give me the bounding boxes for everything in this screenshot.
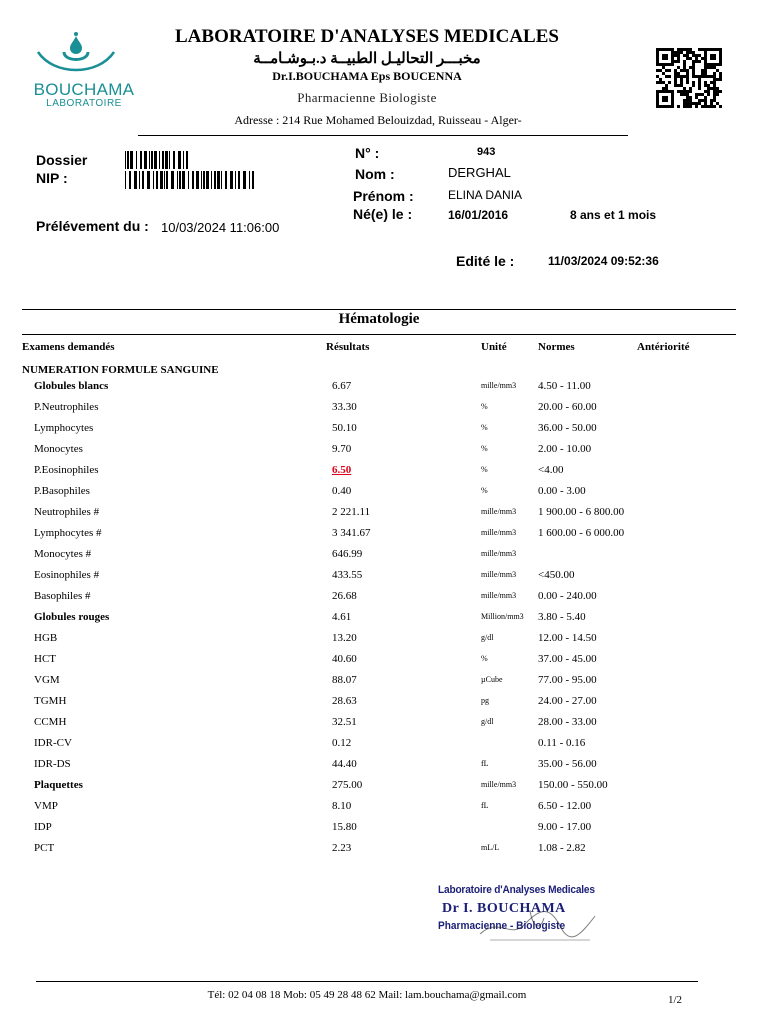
exam-unit: mille/mm3 [481, 570, 517, 579]
exam-result: 646.99 [332, 548, 363, 560]
exam-name: HCT [34, 653, 56, 665]
number-label: N° : [355, 145, 380, 161]
exam-name: Neutrophiles # [34, 506, 100, 518]
exam-norms: 0.00 - 240.00 [538, 590, 597, 602]
exam-result: 4.61 [332, 611, 352, 623]
exam-unit: % [481, 465, 488, 474]
table-row [0, 716, 768, 737]
stamp-line-2: Dr I. BOUCHAMA [442, 901, 566, 916]
exam-name: Plaquettes [34, 779, 83, 791]
exam-unit: mille/mm3 [481, 528, 517, 537]
exam-result: 2.23 [332, 842, 352, 854]
exam-name: IDP [34, 821, 52, 833]
exam-result: 44.40 [332, 758, 357, 770]
exam-unit: fL [481, 801, 489, 810]
table-row [0, 464, 768, 485]
exam-norms: 150.00 - 550.00 [538, 779, 608, 791]
table-row [0, 758, 768, 779]
dossier-label: Dossier [36, 152, 88, 168]
exam-result: 9.70 [332, 443, 352, 455]
exam-name: Lymphocytes [34, 422, 94, 434]
exam-norms: 6.50 - 12.00 [538, 800, 592, 812]
lab-role: Pharmacienne Biologiste [297, 90, 437, 105]
exam-norms: 0.11 - 0.16 [538, 737, 586, 749]
exam-norms: 3.80 - 5.40 [538, 611, 586, 623]
exam-name: Lymphocytes # [34, 527, 102, 539]
exam-name: PCT [34, 842, 55, 854]
exam-result: 13.20 [332, 632, 357, 644]
exam-unit: fL [481, 759, 489, 768]
prenom-label: Prénom : [353, 188, 414, 204]
edite-value: 11/03/2024 09:52:36 [548, 254, 659, 268]
exam-unit: % [481, 654, 488, 663]
exam-unit: % [481, 486, 488, 495]
lab-title: LABORATOIRE D'ANALYSES MEDICALES [175, 26, 559, 47]
exam-name: Eosinophiles # [34, 569, 100, 581]
col-header-exam: Examens demandés [22, 341, 115, 353]
exam-result: 50.10 [332, 422, 357, 434]
signature-icon [470, 896, 600, 946]
header-divider [138, 135, 628, 136]
exam-unit: pg [481, 696, 489, 705]
table-row [0, 695, 768, 716]
table-row [0, 653, 768, 674]
exam-name: Globules blancs [34, 380, 109, 392]
table-row [0, 569, 768, 590]
exam-norms: <4.00 [538, 464, 564, 476]
nom-label: Nom : [355, 166, 395, 182]
exam-result: 0.40 [332, 485, 352, 497]
exam-unit: g/dl [481, 633, 494, 642]
exam-unit: mille/mm3 [481, 780, 517, 789]
exam-norms: 2.00 - 10.00 [538, 443, 592, 455]
exam-result: 3 341.67 [332, 527, 371, 539]
table-row [0, 737, 768, 758]
edite-label: Edité le : [456, 253, 515, 269]
exam-norms: <450.00 [538, 569, 575, 581]
number-value: 943 [477, 146, 496, 158]
exam-norms: 1 600.00 - 6 000.00 [538, 527, 625, 539]
exam-name: P.Eosinophiles [34, 464, 99, 476]
exam-name: VMP [34, 800, 58, 812]
exam-result: 26.68 [332, 590, 357, 602]
footer-contact: Tél: 02 04 08 18 Mob: 05 49 28 48 62 Mail: lam.bouchama@gmail.com [207, 989, 527, 1001]
exam-result: 32.51 [332, 716, 357, 728]
birth-label: Né(e) le : [353, 206, 413, 222]
col-header-norms: Normes [538, 341, 575, 353]
footer-divider [36, 981, 698, 982]
exam-result: 15.80 [332, 821, 357, 833]
exam-name: TGMH [34, 695, 67, 707]
table-row [0, 548, 768, 569]
exam-name: Monocytes # [34, 548, 92, 560]
section-divider-top [22, 309, 736, 310]
table-row [0, 443, 768, 464]
exam-result: 6.50 [332, 464, 352, 476]
age-value: 8 ans et 1 mois [570, 208, 657, 222]
nip-barcode-icon [125, 171, 255, 189]
table-row [0, 842, 768, 863]
exam-name: P.Basophiles [34, 485, 90, 497]
exam-norms: 12.00 - 14.50 [538, 632, 597, 644]
exam-unit: mL/L [481, 843, 500, 852]
table-row [0, 821, 768, 842]
exam-norms: 24.00 - 27.00 [538, 695, 597, 707]
exam-norms: 77.00 - 95.00 [538, 674, 597, 686]
exam-result: 40.60 [332, 653, 357, 665]
exam-name: HGB [34, 632, 58, 644]
lab-doctor: Dr.I.BOUCHAMA Eps BOUCENNA [272, 69, 462, 83]
col-header-unit: Unité [481, 341, 507, 353]
table-row [0, 611, 768, 632]
exam-norms: 0.00 - 3.00 [538, 485, 586, 497]
exam-name: IDR-DS [34, 758, 71, 770]
exam-result: 2 221.11 [332, 506, 371, 518]
section-title: Hématologie [338, 311, 420, 327]
exam-result: 8.10 [332, 800, 352, 812]
stamp-line-3: Pharmacienne - Biologiste [438, 920, 566, 932]
exam-name: Basophiles # [34, 590, 91, 602]
exam-unit: mille/mm3 [481, 549, 517, 558]
logo-subtitle: LABORATOIRE [46, 98, 122, 109]
table-row [0, 632, 768, 653]
lab-title-arabic: مخبـــر التحاليـل الطبيــة د.بـوشـامــة [253, 51, 481, 67]
exam-name: CCMH [34, 716, 67, 728]
table-row [0, 674, 768, 695]
stamp-line-1: Laboratoire d'Analyses Medicales [438, 884, 595, 896]
exam-norms: 35.00 - 56.00 [538, 758, 597, 770]
exam-name: P.Neutrophiles [34, 401, 99, 413]
table-row [0, 506, 768, 527]
table-row [0, 380, 768, 401]
exam-norms: 1 900.00 - 6 800.00 [538, 506, 625, 518]
exam-result: 275.00 [332, 779, 363, 791]
exam-unit: g/dl [481, 717, 494, 726]
exam-norms: 9.00 - 17.00 [538, 821, 592, 833]
exam-norms: 1.08 - 2.82 [538, 842, 586, 854]
logo-name: BOUCHAMA [33, 80, 135, 99]
exam-unit: µCube [481, 675, 503, 684]
exam-name: IDR-CV [34, 737, 72, 749]
exam-name: Monocytes [34, 443, 83, 455]
exam-result: 433.55 [332, 569, 363, 581]
col-header-result: Résultats [326, 341, 370, 353]
birth-value: 16/01/2016 [448, 208, 509, 222]
qr-code-icon [656, 48, 722, 108]
table-row [0, 401, 768, 422]
group-title: NUMERATION FORMULE SANGUINE [22, 364, 219, 376]
exam-norms: 37.00 - 45.00 [538, 653, 597, 665]
table-row [0, 527, 768, 548]
prenom-value: ELINA DANIA [448, 188, 523, 202]
exam-unit: % [481, 444, 488, 453]
table-row [0, 485, 768, 506]
exam-unit: Million/mm3 [481, 612, 524, 621]
nip-label: NIP : [36, 170, 68, 186]
col-header-prior: Antériorité [637, 341, 690, 353]
lab-address: Adresse : 214 Rue Mohamed Belouizdad, Ruisseau - Alger- [234, 113, 522, 127]
exam-unit: % [481, 423, 488, 432]
prelevement-label: Prélévement du : [36, 218, 149, 234]
dossier-barcode-icon [125, 151, 191, 169]
exam-name: Globules rouges [34, 611, 110, 623]
exam-result: 88.07 [332, 674, 357, 686]
prelevement-value: 10/03/2024 11:06:00 [161, 220, 280, 235]
page-number: 1/2 [668, 994, 683, 1006]
exam-unit: mille/mm3 [481, 381, 517, 390]
exam-norms: 28.00 - 33.00 [538, 716, 597, 728]
table-row [0, 800, 768, 821]
exam-unit: mille/mm3 [481, 507, 517, 516]
exam-result: 33.30 [332, 401, 357, 413]
exam-norms: 36.00 - 50.00 [538, 422, 597, 434]
section-divider-bottom [22, 334, 736, 335]
exam-result: 0.12 [332, 737, 352, 749]
exam-name: VGM [34, 674, 60, 686]
exam-result: 6.67 [332, 380, 352, 392]
table-row [0, 779, 768, 800]
exam-unit: % [481, 402, 488, 411]
exam-norms: 20.00 - 60.00 [538, 401, 597, 413]
exam-unit: mille/mm3 [481, 591, 517, 600]
table-row [0, 590, 768, 611]
exam-norms: 4.50 - 11.00 [538, 380, 591, 392]
table-row [0, 422, 768, 443]
exam-result: 28.63 [332, 695, 357, 707]
nom-value: DERGHAL [448, 165, 511, 180]
